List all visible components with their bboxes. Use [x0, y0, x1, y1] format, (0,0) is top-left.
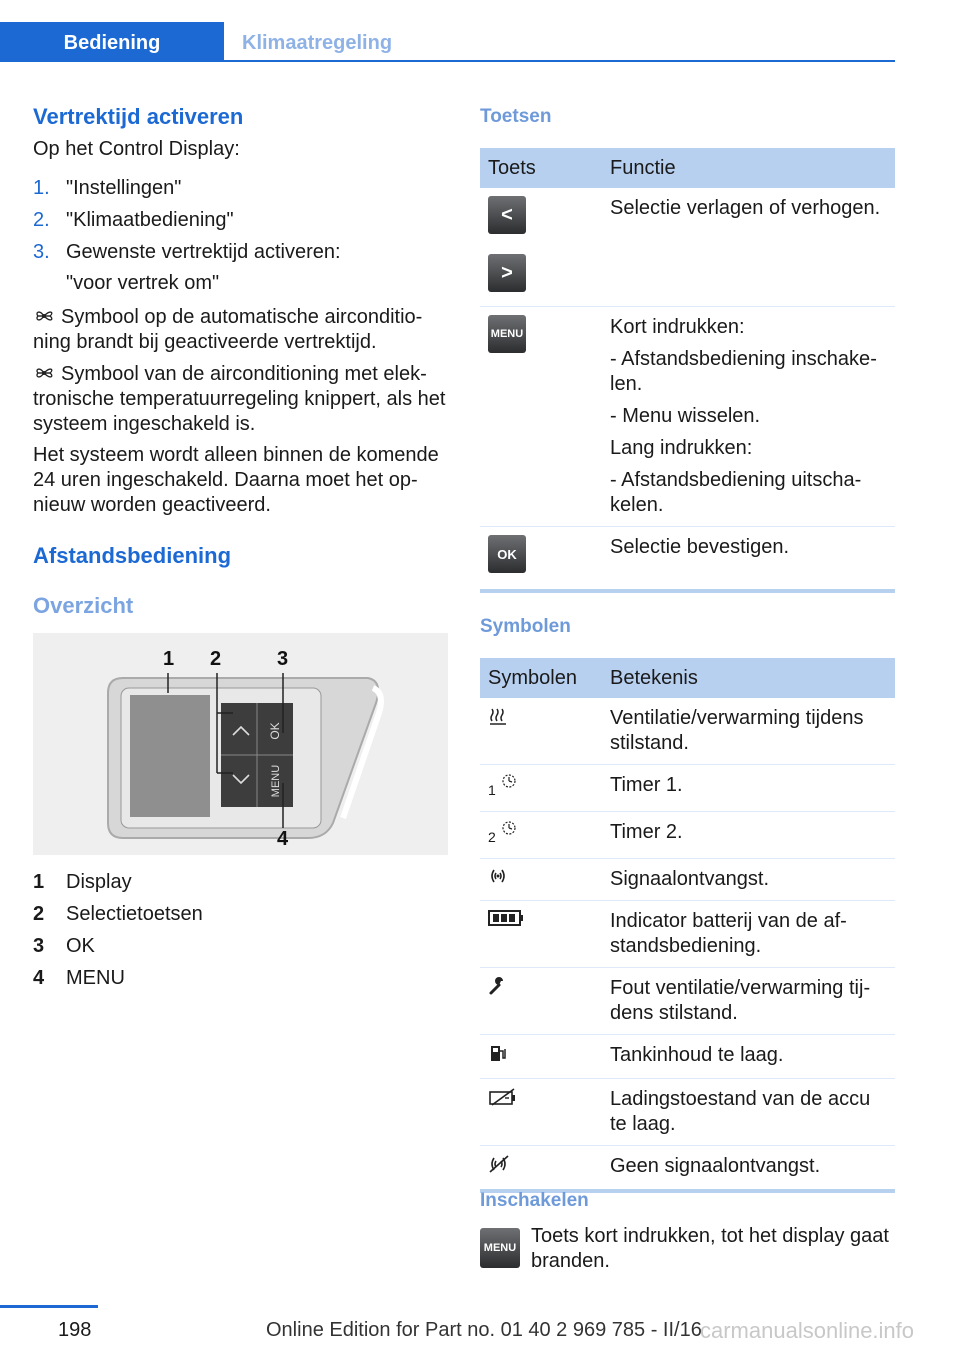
meaning-cell: Indicator batterij van de afstandsbediening. — [602, 901, 895, 968]
symbol-cell — [480, 968, 602, 1035]
legend-label: OK — [66, 935, 95, 957]
symbolen-table-wrap — [480, 658, 895, 1193]
meaning-cell: Ladingstoestand van de accu te laag. — [602, 1079, 895, 1146]
symbol-cell — [480, 901, 602, 968]
table-end-rule — [480, 589, 895, 593]
wrench-icon — [488, 976, 508, 996]
symbol-cell — [480, 698, 602, 765]
key-cell — [480, 307, 602, 527]
meaning-cell: Fout ventilatie/verwarming tijdens stilstand. — [602, 968, 895, 1035]
legend-label: MENU — [66, 967, 125, 989]
table-row — [480, 812, 895, 859]
section-title-inschakelen: Inschakelen — [480, 1190, 589, 1211]
figure-legend — [33, 866, 333, 994]
function-cell: Selectie bevestigen. — [610, 536, 790, 558]
legend-number: 4 — [33, 967, 45, 989]
paragraph-24h: Het systeem wordt alleen binnen de komende 24 uren ingeschakeld. Daarna moet het opnieuw worden geactiveerd. — [33, 444, 439, 516]
fan-icon — [33, 307, 55, 325]
fan-icon — [33, 364, 55, 382]
section-title-vertrektijd: Vertrektijd activeren — [33, 104, 244, 129]
list-item — [33, 236, 448, 268]
legend-row — [33, 866, 333, 898]
legend-row — [33, 930, 333, 962]
timer-number: 1 — [488, 782, 496, 798]
remote-drawing — [33, 633, 448, 855]
watermark: carmanualsonline.info — [700, 1318, 915, 1343]
step-text: Gewenste vertrektijd activeren: — [66, 241, 341, 263]
remote-menu-label: MENU — [270, 764, 282, 798]
section-title-toetsen: Toetsen — [480, 106, 552, 127]
legend-label: Selectietoetsen — [66, 903, 203, 925]
table-row — [480, 188, 895, 307]
toetsen-table — [480, 148, 895, 589]
symbol-cell — [480, 1035, 602, 1079]
meaning-cell: Tankinhoud te laag. — [602, 1035, 895, 1079]
edition-text: Online Edition for Part no. 01 40 2 969 785 - II/16 — [266, 1319, 702, 1341]
list-item — [33, 172, 448, 204]
table-row — [480, 698, 895, 765]
low-charge-icon — [488, 1087, 518, 1107]
table-row — [480, 1079, 895, 1146]
meaning-cell: Ventilatie/verwarming tijdens stilstand. — [602, 698, 895, 765]
meaning-cell: Timer 1. — [602, 765, 895, 812]
symbol-cell — [480, 765, 602, 812]
function-cell — [602, 307, 895, 527]
step3-continuation: "voor vertrek om" — [66, 272, 220, 294]
fuel-icon — [488, 1043, 508, 1063]
step-number: 3. — [33, 241, 50, 263]
timer-number: 2 — [488, 829, 496, 845]
column-header-toets: Toets — [480, 148, 602, 188]
legend-number: 2 — [33, 903, 45, 925]
paragraph-text: Symbool op de automatische airconditioning brandt bij geactiveerde vertrektijd. — [33, 306, 423, 353]
page-number: 198 — [58, 1319, 92, 1341]
key-cell — [480, 188, 602, 307]
step-list — [33, 172, 448, 268]
footer-rule — [0, 1305, 98, 1308]
legend-number: 3 — [33, 935, 45, 957]
column-header-betekenis: Betekenis — [602, 658, 895, 698]
meaning-cell: Geen signaalontvangst. — [610, 1155, 821, 1177]
step-number: 2. — [33, 209, 50, 231]
callout-2: 2 — [210, 648, 222, 670]
key-right-button: > — [488, 254, 526, 292]
tab-klimaatregeling[interactable]: Klimaatregeling — [242, 32, 393, 54]
legend-row — [33, 898, 333, 930]
step-number: 1. — [33, 177, 50, 199]
symbolen-table — [480, 658, 895, 1189]
legend-row — [33, 962, 333, 994]
intro-text: Op het Control Display: — [33, 138, 240, 160]
legend-label: Display — [66, 871, 132, 893]
toetsen-table-wrap — [480, 148, 895, 593]
list-item — [33, 204, 448, 236]
tab-bediening[interactable]: Bediening — [0, 22, 224, 62]
paragraph-text: Symbool van de airconditioning met elektronische temperatuurregeling knippert, als het systeem ingeschakeld is. — [33, 363, 446, 435]
function-line: - Menu wisselen. — [610, 405, 761, 427]
function-line: Lang indrukken: — [610, 437, 753, 459]
table-row — [480, 859, 895, 901]
meaning-cell: Signaalontvangst. — [602, 859, 895, 901]
timer-1-icon — [501, 773, 517, 789]
menu-key-icon: MENU — [480, 1228, 520, 1268]
no-signal-icon — [488, 1154, 510, 1174]
table-row — [480, 527, 895, 590]
step-text: "Instellingen" — [66, 177, 182, 199]
key-ok-button: OK — [488, 535, 526, 573]
meaning-cell: Timer 2. — [602, 812, 895, 859]
timer-2-icon — [501, 820, 517, 836]
table-row — [480, 307, 895, 527]
symbol-cell — [480, 1079, 602, 1146]
key-menu-button: MENU — [488, 315, 526, 353]
symbol-cell — [480, 859, 602, 901]
symbol-cell — [480, 1146, 602, 1190]
paragraph-symbol-auto — [33, 305, 448, 355]
table-row — [480, 1035, 895, 1079]
inschakelen-text: Toets kort indrukken, tot het display gaat branden. — [531, 1225, 889, 1272]
function-line: - Afstandsbediening inschakelen. — [610, 348, 877, 395]
table-row — [480, 765, 895, 812]
function-line: - Afstandsbediening uitschakelen. — [610, 469, 862, 516]
table-row — [480, 901, 895, 968]
key-left-button: < — [488, 196, 526, 234]
table-row — [480, 1146, 895, 1190]
legend-number: 1 — [33, 871, 45, 893]
function-line: Kort indrukken: — [610, 316, 745, 338]
section-title-afstandsbediening: Afstandsbediening — [33, 543, 232, 568]
column-header-functie: Functie — [602, 148, 895, 188]
step-text: "Klimaatbediening" — [66, 209, 234, 231]
callout-1: 1 — [163, 648, 175, 670]
column-header-symbolen: Symbolen — [480, 658, 602, 698]
subsection-title-overzicht: Overzicht — [33, 593, 134, 618]
callout-4: 4 — [277, 828, 289, 850]
remote-illustration — [33, 633, 448, 855]
remote-ok-label: OK — [268, 722, 282, 740]
ventilation-icon — [488, 706, 510, 726]
key-cell — [480, 527, 602, 590]
section-title-symbolen: Symbolen — [480, 616, 571, 637]
battery-icon — [488, 909, 524, 927]
table-row — [480, 968, 895, 1035]
paragraph-symbol-blink — [33, 362, 448, 437]
callout-3: 3 — [277, 648, 289, 670]
signal-icon — [488, 867, 508, 885]
symbol-cell — [480, 812, 602, 859]
function-cell: Selectie verlagen of verhogen. — [602, 188, 895, 307]
